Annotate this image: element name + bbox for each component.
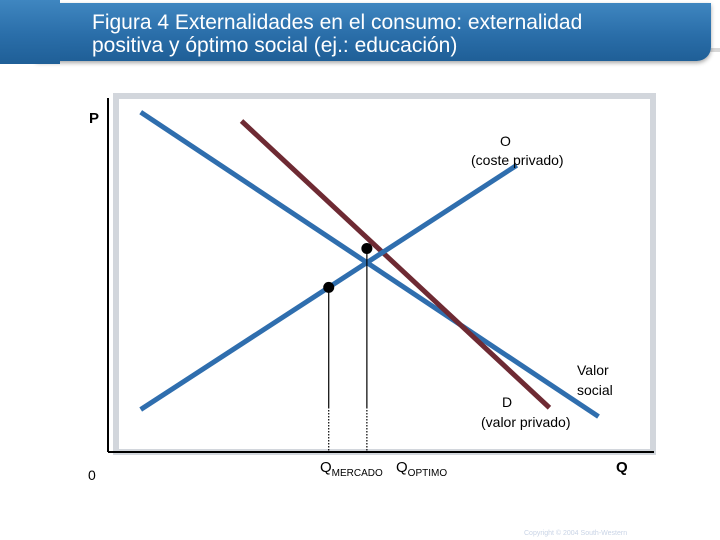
q-optimal-main: Q — [396, 459, 408, 476]
supply-label-desc: (coste privado) — [471, 152, 564, 168]
q-market-label — [320, 459, 383, 479]
copyright-text: Copyright © 2004 South-Western — [524, 530, 628, 537]
demand-label-letter: D — [502, 394, 513, 410]
x-axis-label: Q — [616, 459, 628, 476]
supply-label-letter: O — [500, 133, 511, 149]
demand-label-desc: (valor privado) — [481, 414, 571, 430]
q-optimal-sub: OPTIMO — [407, 468, 448, 479]
q-market-main: Q — [320, 459, 332, 476]
q-market-sub: MERCADO — [331, 468, 383, 479]
title-line-1: Figura 4 Externalidades en el consumo: externalidad — [92, 11, 583, 34]
equilibrium-point-qmercado — [323, 282, 334, 293]
social-label-line-1: Valor — [577, 362, 609, 378]
equilibrium-point-qoptimo — [361, 243, 372, 254]
title-line-2: positiva y óptimo social (ej.: educación) — [92, 34, 458, 57]
origin-label: 0 — [88, 467, 96, 483]
y-axis-label: P — [89, 110, 100, 127]
social-label-line-2: social — [577, 382, 613, 398]
q-optimal-label — [396, 459, 447, 479]
